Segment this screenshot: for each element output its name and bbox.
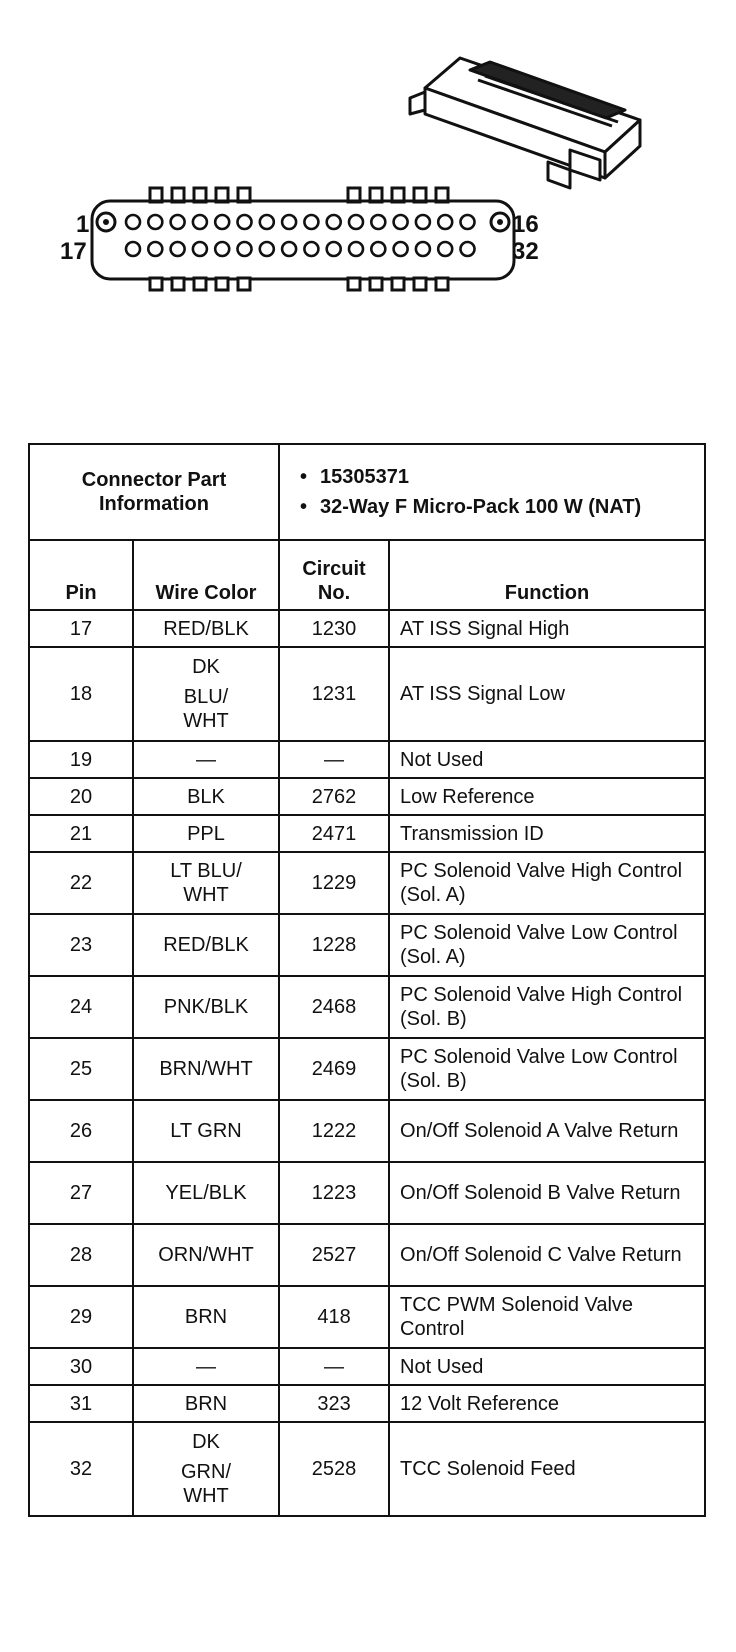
pin-number: 23	[29, 914, 133, 976]
pin-row	[29, 1224, 705, 1286]
connector-diagram	[0, 0, 736, 330]
header-pin: Pin	[29, 540, 133, 610]
pin-row	[29, 815, 705, 852]
pin-hole	[304, 242, 318, 256]
pin-hole	[193, 242, 207, 256]
pin-label-1: 1	[76, 211, 90, 238]
pin-row	[29, 1100, 705, 1162]
circuit-number: 1222	[279, 1100, 389, 1162]
pin-label-16: 16	[512, 211, 539, 238]
pin-function: PC Solenoid Valve High Control (Sol. A)	[389, 852, 705, 914]
wire-color-line: —	[196, 748, 216, 771]
wire-color-line: LT BLU/	[170, 860, 242, 882]
pin-row	[29, 976, 705, 1038]
pin-hole	[126, 242, 140, 256]
connector-info-label-text: Connector Part Information	[81, 469, 227, 515]
circuit-number: 2471	[279, 815, 389, 852]
pin-number: 28	[29, 1224, 133, 1286]
connector-info-values	[279, 444, 705, 540]
pin-function: Not Used	[389, 1348, 705, 1385]
pin-label-32: 32	[512, 238, 539, 265]
pin-row	[29, 741, 705, 778]
circuit-number: 2469	[279, 1038, 389, 1100]
wire-color	[133, 1100, 279, 1162]
pin-hole	[371, 242, 385, 256]
pin-number: 18	[29, 647, 133, 741]
header-wire-color	[133, 540, 279, 610]
pin-function: Transmission ID	[389, 815, 705, 852]
wire-color	[133, 1224, 279, 1286]
pin-hole	[171, 242, 185, 256]
connector-3d-illustration	[410, 58, 640, 188]
pin-hole	[349, 242, 363, 256]
wire-color-line: YEL/BLK	[165, 1182, 247, 1204]
circuit-number: 2528	[279, 1422, 389, 1516]
pin-function: PC Solenoid Valve High Control (Sol. B)	[389, 976, 705, 1038]
wire-color-line: ORN/WHT	[158, 1244, 254, 1266]
pin-hole	[282, 215, 296, 229]
pin-number: 32	[29, 1422, 133, 1516]
connector-info-item: • 15305371	[320, 465, 704, 489]
header-wire-color-text: Wire Color	[155, 582, 257, 604]
circuit-number: 1231	[279, 647, 389, 741]
wire-color-line: RED/BLK	[163, 617, 249, 640]
pin-hole	[215, 242, 229, 256]
connector-info-list	[294, 465, 704, 519]
circuit-number: 418	[279, 1286, 389, 1348]
wire-color	[133, 1385, 279, 1422]
pin-hole	[260, 215, 274, 229]
header-circuit-no-text: Circuit No.	[302, 558, 366, 604]
wire-color	[133, 815, 279, 852]
circuit-number: 2762	[279, 778, 389, 815]
pin-hole	[238, 242, 252, 256]
pin-number: 27	[29, 1162, 133, 1224]
circuit-number: 323	[279, 1385, 389, 1422]
pin-function: On/Off Solenoid A Valve Return	[389, 1100, 705, 1162]
pin-row	[29, 647, 705, 741]
latch-tab	[392, 278, 404, 290]
pin-row	[29, 1286, 705, 1348]
circuit-number: 2527	[279, 1224, 389, 1286]
wire-color	[133, 852, 279, 914]
wire-color	[133, 1286, 279, 1348]
wire-color-line: BLU/	[183, 686, 229, 708]
pin-hole	[461, 242, 475, 256]
wire-color	[133, 610, 279, 647]
circuit-number: —	[279, 741, 389, 778]
pin-function: AT ISS Signal Low	[389, 647, 705, 741]
wire-color-line: WHT	[183, 1485, 229, 1507]
wire-color-line: GRN/	[181, 1461, 231, 1483]
pin-hole	[327, 242, 341, 256]
pin-function: TCC PWM Solenoid Valve Control	[389, 1286, 705, 1348]
pin-number: 31	[29, 1385, 133, 1422]
pin-number: 20	[29, 778, 133, 815]
wire-color	[133, 914, 279, 976]
pin-number: 19	[29, 741, 133, 778]
pin-function: 12 Volt Reference	[389, 1385, 705, 1422]
pin-number: 26	[29, 1100, 133, 1162]
pinout-table	[28, 443, 706, 1517]
latch-tab	[150, 278, 162, 290]
pin-hole	[394, 242, 408, 256]
pin-hole	[148, 242, 162, 256]
pin-hole	[371, 215, 385, 229]
pin-number: 25	[29, 1038, 133, 1100]
pin-row	[29, 610, 705, 647]
connector-info-label	[29, 444, 279, 540]
wire-color-line: BRN	[184, 1392, 228, 1415]
pin-hole	[416, 215, 430, 229]
pin-row	[29, 1162, 705, 1224]
pin-hole	[327, 215, 341, 229]
wire-color-line: WHT	[183, 884, 229, 906]
pin-number: 22	[29, 852, 133, 914]
pin-function: On/Off Solenoid B Valve Return	[389, 1162, 705, 1224]
latch-tab	[414, 278, 426, 290]
latch-tab	[216, 278, 228, 290]
pin-row	[29, 1385, 705, 1422]
latch-tab	[436, 278, 448, 290]
circuit-number: 1230	[279, 610, 389, 647]
pin-row	[29, 778, 705, 815]
wire-color-line: BLK	[187, 785, 225, 808]
pin-row	[29, 1422, 705, 1516]
latch-tab	[194, 278, 206, 290]
wire-color-line: PPL	[187, 822, 225, 845]
pin-hole	[304, 215, 318, 229]
pin-hole	[394, 215, 408, 229]
wire-color	[133, 976, 279, 1038]
wire-color	[133, 741, 279, 778]
header-circuit-no	[279, 540, 389, 610]
wire-color-line: PNK/BLK	[163, 996, 249, 1018]
header-row	[29, 540, 705, 610]
latch-tab	[370, 278, 382, 290]
circuit-number: 1229	[279, 852, 389, 914]
latch-tab	[172, 278, 184, 290]
circuit-number: 1228	[279, 914, 389, 976]
connector-info-item: • 32-Way F Micro-Pack 100 W (NAT)	[320, 495, 704, 519]
pin-hole	[282, 242, 296, 256]
pin-row	[29, 1038, 705, 1100]
connector-info-row	[29, 444, 705, 540]
latch-tab	[348, 278, 360, 290]
wire-color-line: BRN	[184, 1306, 228, 1328]
pin-function: Not Used	[389, 741, 705, 778]
circuit-number: 1223	[279, 1162, 389, 1224]
wire-color-line: LT GRN	[170, 1120, 242, 1142]
pin-hole	[438, 215, 452, 229]
pin-hole	[349, 215, 363, 229]
wire-color-line: WHT	[183, 710, 229, 732]
pin-hole	[461, 215, 475, 229]
wire-color-line: BRN/WHT	[159, 1058, 253, 1080]
wire-color-line: RED/BLK	[163, 934, 249, 956]
pin-hole	[416, 242, 430, 256]
wire-color	[133, 647, 279, 741]
wire-color-line: DK	[192, 656, 220, 678]
pin-row	[29, 852, 705, 914]
circuit-number: 2468	[279, 976, 389, 1038]
wire-color	[133, 1038, 279, 1100]
pin-number: 21	[29, 815, 133, 852]
pin-hole	[215, 215, 229, 229]
latch-tab	[238, 278, 250, 290]
pin-hole	[126, 215, 140, 229]
connector-front-face	[92, 188, 514, 290]
pin-hole	[148, 215, 162, 229]
wire-color	[133, 1162, 279, 1224]
pin-function: AT ISS Signal High	[389, 610, 705, 647]
wire-color	[133, 1422, 279, 1516]
pin-function: On/Off Solenoid C Valve Return	[389, 1224, 705, 1286]
pin-hole	[171, 215, 185, 229]
pin-hole	[238, 215, 252, 229]
pin-row	[29, 914, 705, 976]
pin-row	[29, 1348, 705, 1385]
pin-function: TCC Solenoid Feed	[389, 1422, 705, 1516]
pin-function: PC Solenoid Valve Low Control (Sol. B)	[389, 1038, 705, 1100]
wire-color-line: DK	[192, 1431, 220, 1453]
pin-hole	[193, 215, 207, 229]
pin-hole	[438, 242, 452, 256]
pin-function: PC Solenoid Valve Low Control (Sol. A)	[389, 914, 705, 976]
pin-number: 29	[29, 1286, 133, 1348]
pin-number: 24	[29, 976, 133, 1038]
pin-label-17: 17	[60, 238, 87, 265]
header-function: Function	[389, 540, 705, 610]
wire-color-line: —	[196, 1355, 216, 1378]
pin-hole	[260, 242, 274, 256]
pin-number: 30	[29, 1348, 133, 1385]
wire-color	[133, 1348, 279, 1385]
pin-number: 17	[29, 610, 133, 647]
wire-color	[133, 778, 279, 815]
pin-function: Low Reference	[389, 778, 705, 815]
circuit-number: —	[279, 1348, 389, 1385]
